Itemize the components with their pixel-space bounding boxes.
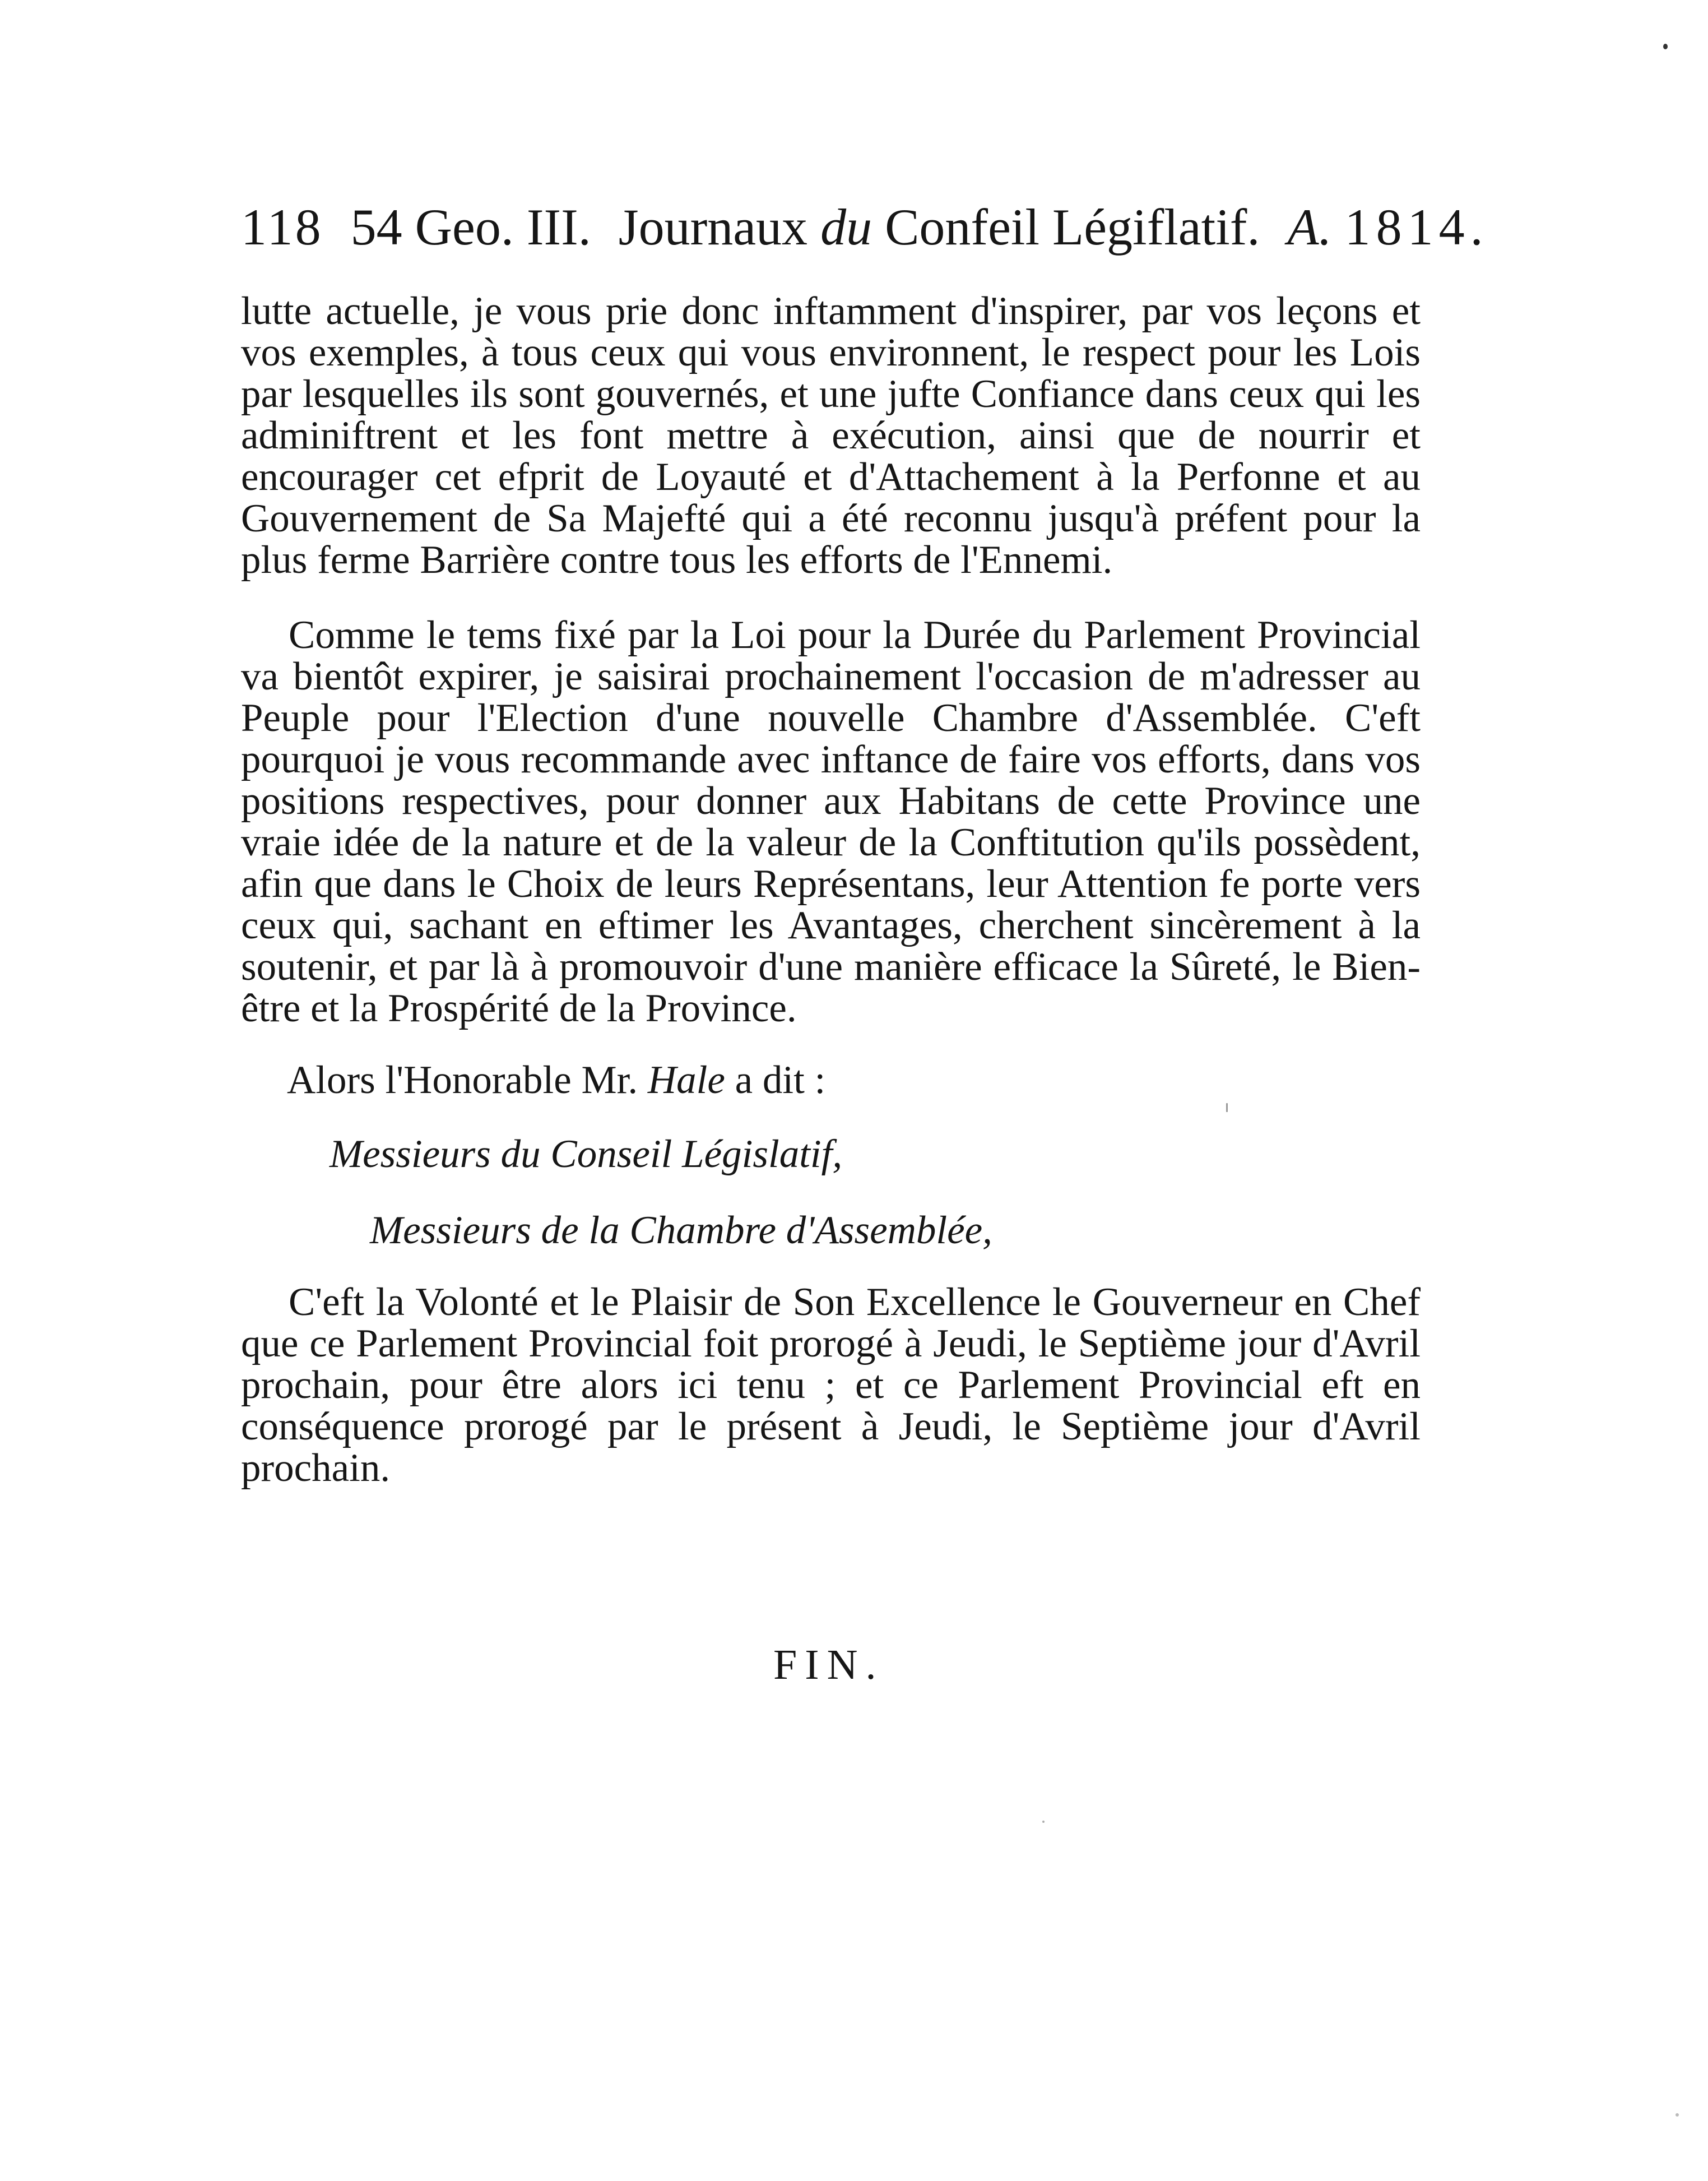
address-assembly (370, 1210, 1435, 1251)
paper-speck (1675, 2113, 1679, 2117)
regnal-year: 54 Geo. III. (350, 198, 591, 256)
paper-speck (1663, 44, 1668, 49)
paper-speck (1042, 1821, 1045, 1823)
paper-speck (1226, 1103, 1228, 1112)
journal-of: du (820, 198, 872, 256)
paragraph: Comme le tems fixé par la Loi pour la Durée du Parlement Provincial va bientôt expirer, je saisirai prochainement l'occasion de m'adresser au Peuple pour l'Election d'une nouvelle Chambre d'Assemblée. C'eft pourquoi je vous recommande avec inftance de faire vos efforts, dans vos positions respectives, pour donner aux Habitans de cette Province une vraie idée de la nature et de la valeur de la Conftitution qu'ils possèdent, afin que dans le Choix de leurs Représentans, leur Attention fe porte vers ceux qui, sachant en eftimer les Avantages, cherchent sincèrement à la soutenir, et par là à promouvoir d'une manière efficace la Sûreté, le Bien-être et la Prospérité de la Province. (241, 613, 1421, 1030)
speaker-name: Hale (647, 1058, 725, 1102)
paragraph: lutte actuelle, je vous prie donc inftamment d'inspirer, par vos leçons et vos exemples, à tous ceux qui vous environnent, le respect pour les Lois par lesquelles ils sont gouvernés, et une jufte Confiance dans ceux qui les adminiftrent et les font mettre à exécution, ainsi que de nourrir et encourager cet efprit de Loyauté et d'Attachement à la Perfonne et au Gouvernement de Sa Majefté qui a été reconnu jusqu'à préfent pour la plus ferme Barrière contre tous les efforts de l'Ennemi. (241, 289, 1421, 582)
journal-title: Journaux (618, 198, 808, 256)
journal-body: Confeil Légiflatif. (885, 198, 1260, 256)
year-prefix: A. (1287, 198, 1332, 256)
paragraph-continuation (241, 290, 1421, 581)
speech-intro-after: a dit : (735, 1058, 826, 1102)
paragraph-election (241, 614, 1421, 1029)
page-number: 118 (241, 198, 323, 256)
speech-intro (287, 1059, 1352, 1101)
address-line: Messieurs du Conseil Législatif, (329, 1132, 843, 1176)
end-mark: FIN. (773, 1641, 884, 1688)
address-council (329, 1133, 1394, 1175)
running-header (241, 191, 1489, 263)
speech-intro-before: Alors l'Honorable Mr. (287, 1058, 638, 1102)
paragraph: C'eft la Volonté et le Plaisir de Son Excellence le Gouverneur en Chef que ce Parlement Provincial foit prorogé à Jeudi, le Septième jour d'Avril prochain, pour être alors ici tenu ; et ce Parlement Provincial eft en conséquence prorogé par le présent à Jeudi, le Septième jour d'Avril prochain. (241, 1280, 1421, 1490)
paragraph-prorogation (241, 1281, 1421, 1489)
address-line: Messieurs de la Chambre d'Assemblée, (370, 1208, 992, 1252)
year: 1814. (1344, 198, 1489, 256)
